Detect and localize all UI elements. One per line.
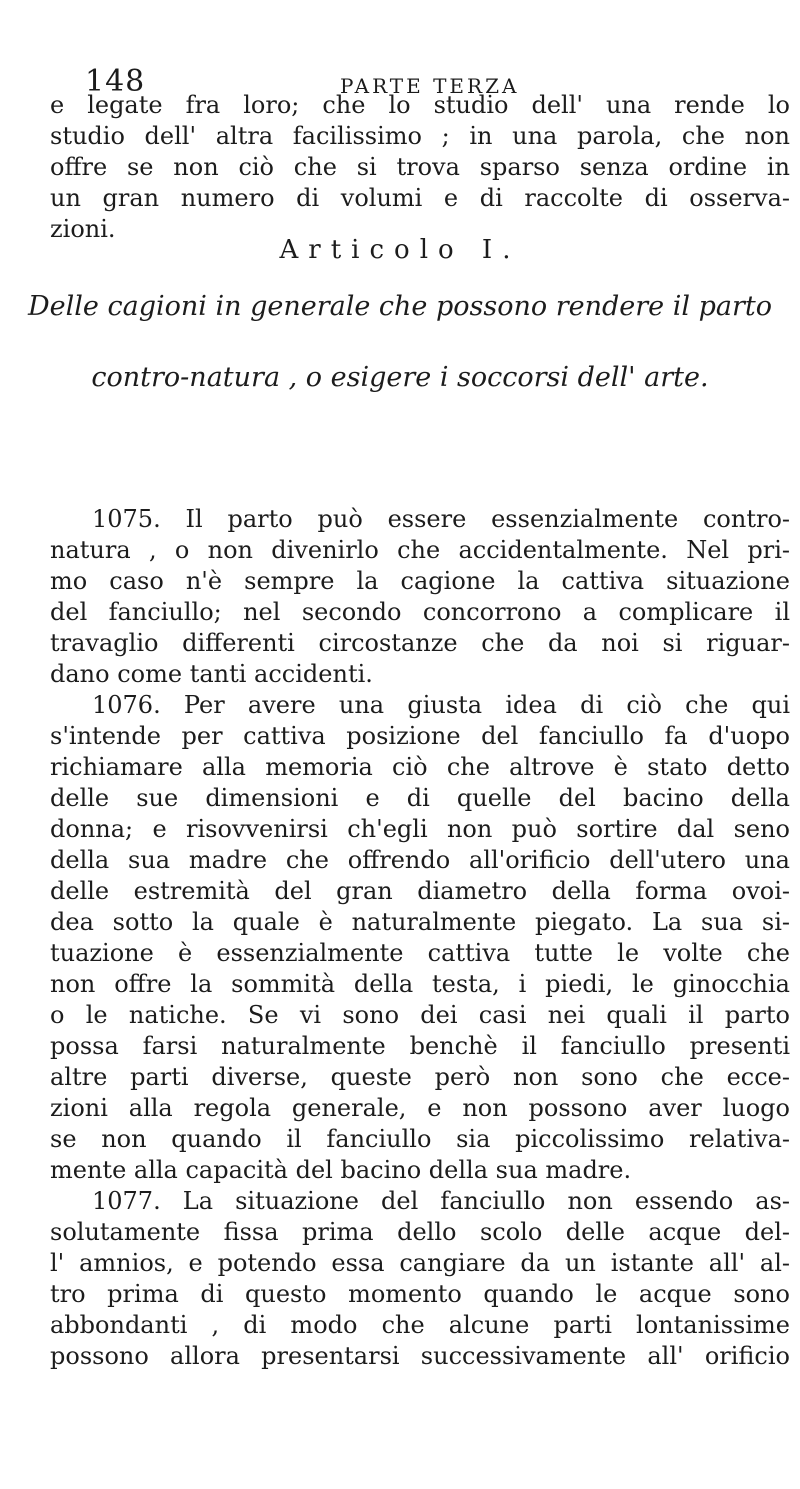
article-subtitle-line: Delle cagioni in generale che possono rendere il parto bbox=[28, 291, 772, 322]
text-line: zioni. bbox=[50, 215, 116, 243]
text-line: mente alla capacità del bacino della sua madre. bbox=[50, 1156, 632, 1184]
text-line: s'intende per cattiva posizione del fanciullo fa d'uopo bbox=[50, 722, 790, 750]
text-line: delle sue dimensioni e di quelle del bacino della bbox=[50, 784, 790, 812]
text-line: studio dell' altra facilissimo ; in una parola, che non bbox=[50, 122, 790, 150]
running-head: PARTE TERZA bbox=[340, 74, 520, 98]
text-line: delle estremità del gran diametro della forma ovoi- bbox=[50, 877, 790, 905]
text-line: e legate fra loro; che lo studio dell' una rende lo bbox=[50, 91, 790, 119]
article-subtitle-line: contro-natura , o esigere i soccorsi dell' arte. bbox=[91, 362, 709, 393]
text-line: solutamente fissa prima dello scolo delle acque del- bbox=[50, 1218, 790, 1246]
text-line: dea sotto la quale è naturalmente piegato. La sua si- bbox=[50, 908, 790, 936]
text-line: natura , o non divenirlo che accidentalmente. Nel pri- bbox=[50, 536, 790, 564]
paragraph-first-line: 1077. La situazione del fanciullo non essendo as- bbox=[92, 1187, 790, 1215]
text-line: dano come tanti accidenti. bbox=[50, 660, 373, 688]
text-line: della sua madre che offrendo all'orificio dell'utero una bbox=[50, 846, 790, 874]
text-line: richiamare alla memoria ciò che altrove è stato detto bbox=[50, 753, 790, 781]
text-line: altre parti diverse, queste però non sono che ecce- bbox=[50, 1063, 790, 1091]
text-line: offre se non ciò che si trova sparso senza ordine in bbox=[50, 153, 790, 181]
text-line: tro prima di questo momento quando le acque sono bbox=[50, 1280, 790, 1308]
text-line: o le natiche. Se vi sono dei casi nei quali il parto bbox=[50, 1001, 790, 1029]
paragraph-first-line: 1076. Per avere una giusta idea di ciò che qui bbox=[92, 691, 790, 719]
text-line: un gran numero di volumi e di raccolte di osserva- bbox=[50, 184, 790, 212]
page-number: 148 bbox=[85, 64, 146, 99]
text-line: abbondanti , di modo che alcune parti lontanissime bbox=[50, 1311, 790, 1339]
text-line: tuazione è essenzialmente cattiva tutte le volte che bbox=[50, 939, 790, 967]
text-line: possono allora presentarsi successivamente all' orificio bbox=[50, 1342, 790, 1370]
text-line: del fanciullo; nel secondo concorrono a complicare il bbox=[50, 598, 790, 626]
intro-paragraph bbox=[50, 90, 790, 245]
article-heading: Articolo I. bbox=[279, 235, 521, 265]
text-line: non offre la sommità della testa, i piedi, le ginocchia bbox=[50, 970, 790, 998]
text-line: l' amnios, e potendo essa cangiare da un istante all' al- bbox=[50, 1249, 790, 1277]
text-line: possa farsi naturalmente benchè il fanciullo presenti bbox=[50, 1032, 790, 1060]
paragraph-first-line: 1075. Il parto può essere essenzialmente contro- bbox=[92, 505, 790, 533]
article-body bbox=[50, 504, 790, 1372]
text-line: zioni alla regola generale, e non possono aver luogo bbox=[50, 1094, 790, 1122]
text-line: mo caso n'è sempre la cagione la cattiva situazione bbox=[50, 567, 790, 595]
text-line: se non quando il fanciullo sia piccolissimo relativa- bbox=[50, 1125, 790, 1153]
text-line: travaglio differenti circostanze che da noi si riguar- bbox=[50, 629, 790, 657]
text-line: donna; e risovvenirsi ch'egli non può sortire dal seno bbox=[50, 815, 790, 843]
